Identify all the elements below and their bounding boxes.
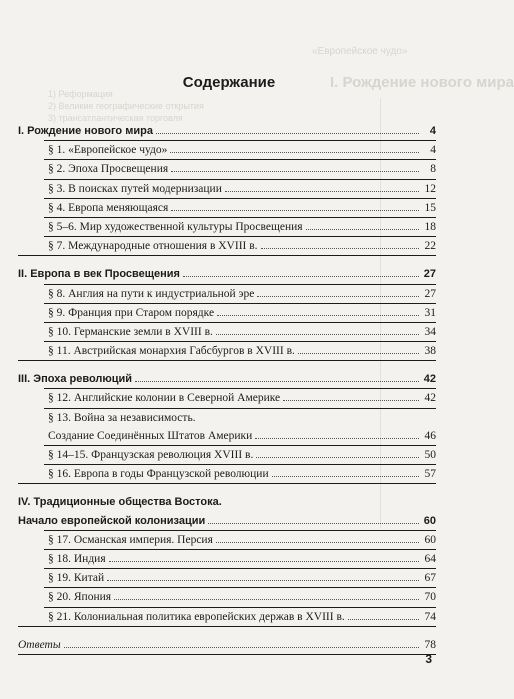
toc-entry-title: § 7. Международные отношения в XVIII в.: [48, 240, 258, 253]
toc-entry-title: § 9. Франция при Старом порядке: [48, 306, 215, 319]
toc-entry-page: 12: [424, 182, 436, 195]
toc-entry-page: 22: [424, 240, 436, 253]
toc-entry[interactable]: [44, 341, 436, 360]
toc-section-3: [18, 370, 436, 484]
toc-entry-title: § 20. Япония: [48, 591, 112, 604]
toc-entry[interactable]: [44, 408, 436, 427]
toc-entry[interactable]: [44, 549, 436, 568]
toc-entry[interactable]: [44, 445, 436, 464]
toc-section-4: [18, 493, 436, 626]
toc-entry-title: § 5–6. Мир художественной культуры Просвещения: [48, 220, 303, 233]
dot-leader: [109, 561, 419, 562]
toc-entry[interactable]: [44, 322, 436, 341]
page-title: Содержание: [182, 74, 276, 91]
toc-entry-page: 18: [424, 220, 436, 233]
dot-leader: [216, 334, 419, 335]
toc-heading-page: 27: [423, 268, 436, 281]
toc-section-answers: [18, 636, 436, 655]
show-through-line: 2) Великие географические открытия: [48, 101, 204, 111]
show-through-line: 1) Реформация: [48, 89, 113, 99]
toc-answers-title: Ответы: [18, 638, 61, 651]
dot-leader: [256, 457, 419, 458]
show-through-lines: [48, 88, 204, 124]
dot-leader: [64, 647, 419, 648]
toc-entry-page: 31: [424, 306, 436, 319]
show-through-header: «Европейское чудо»: [312, 46, 408, 57]
toc-heading-title: Начало европейской колонизации: [18, 514, 206, 527]
page-number: 3: [425, 652, 432, 666]
dot-leader: [217, 315, 419, 316]
toc-entry[interactable]: [44, 198, 436, 217]
toc-entry[interactable]: [44, 568, 436, 587]
toc-entry[interactable]: [44, 607, 436, 626]
toc-heading-page: 60: [423, 514, 436, 527]
toc-entry-page: 67: [424, 572, 436, 585]
toc-heading-page: 4: [429, 125, 436, 137]
toc-entry-title: § 4. Европа меняющаяся: [48, 201, 169, 214]
toc-entry[interactable]: [44, 284, 436, 303]
toc-entry-page: 70: [424, 591, 436, 604]
toc-entry-continuation[interactable]: [44, 427, 436, 445]
toc-entry-title: Создание Соединённых Штатов Америки: [48, 429, 253, 442]
toc-entry-page: 57: [424, 468, 436, 481]
toc-entry-page: 42: [424, 392, 436, 405]
toc-entry-page: 15: [424, 201, 436, 214]
toc-entry-page: 74: [424, 610, 436, 623]
toc-entry-title: § 18. Индия: [48, 552, 106, 565]
toc-entry[interactable]: [44, 217, 436, 236]
toc-section-heading[interactable]: [18, 265, 436, 283]
toc-entry-title: § 11. Австрийская монархия Габсбургов в XVIII в.: [48, 345, 295, 358]
toc-entry-page: 38: [424, 345, 436, 358]
toc-entry-title: § 21. Колониальная политика европейских держав в XVIII в.: [48, 610, 345, 623]
toc-heading-title: IV. Традиционные общества Востока.: [18, 496, 222, 509]
dot-leader: [348, 619, 419, 620]
dot-leader: [107, 580, 419, 581]
show-through-title: I. Рождение нового мира: [330, 74, 514, 91]
dot-leader: [171, 210, 419, 211]
toc-entry-title: § 17. Османская империя. Персия: [48, 533, 213, 546]
toc-entry-page: 8: [430, 163, 436, 176]
toc-answers-entry[interactable]: [18, 636, 436, 654]
show-through-line: 3) трансатлантическая торговля: [48, 113, 183, 123]
toc-section-heading[interactable]: [18, 493, 436, 511]
toc-heading-page: 42: [423, 373, 436, 386]
dot-leader: [306, 229, 419, 230]
toc-entry-page: 50: [424, 449, 436, 461]
toc-entry-title: § 16. Европа в годы Французской революции: [48, 468, 269, 481]
toc-entry-title: § 10. Германские земли в XVIII в.: [48, 325, 213, 338]
dot-leader: [135, 381, 419, 382]
dot-leader: [255, 438, 419, 439]
toc-entry-title: § 2. Эпоха Просвещения: [48, 163, 169, 176]
dot-leader: [261, 248, 419, 249]
toc-entry-title: § 8. Англия на пути к индустриальной эре: [48, 287, 255, 300]
toc-entry[interactable]: [44, 303, 436, 322]
toc-entry[interactable]: [44, 236, 436, 255]
dot-leader: [114, 599, 419, 600]
toc-entry-page: 34: [424, 325, 436, 338]
toc-entry-page: 64: [424, 552, 436, 565]
toc-heading-title: III. Эпоха революций: [18, 373, 133, 386]
dot-leader: [171, 171, 419, 172]
toc-entry[interactable]: [44, 464, 436, 483]
dot-leader: [216, 542, 419, 543]
dot-leader: [283, 400, 419, 401]
dot-leader: [225, 191, 419, 192]
dot-leader: [208, 523, 419, 524]
toc-heading-title: II. Европа в век Просвещения: [18, 268, 180, 281]
dot-leader: [183, 276, 419, 277]
dot-leader: [170, 152, 419, 153]
toc-entry-page: 60: [424, 533, 436, 546]
toc-entry-title: § 1. «Европейское чудо»: [48, 144, 168, 157]
toc-entry[interactable]: [44, 140, 436, 159]
toc-entry-title: § 19. Китай: [48, 572, 105, 585]
toc-entry[interactable]: [44, 179, 436, 198]
dot-leader: [272, 476, 419, 477]
toc-section-2: [18, 265, 436, 361]
toc-section-heading[interactable]: [18, 370, 436, 388]
toc-answers-page: 78: [424, 638, 436, 651]
toc-entry-title: § 13. Война за независимость.: [48, 411, 196, 424]
toc-entry-title: § 14–15. Французская революция XVIII в.: [48, 449, 254, 461]
toc-entry[interactable]: [44, 587, 436, 606]
toc-section-heading[interactable]: [18, 122, 436, 140]
toc-entry-title: § 3. В поисках путей модернизации: [48, 182, 222, 195]
table-of-contents: [18, 122, 436, 664]
dot-leader: [257, 296, 419, 297]
toc-entry[interactable]: [44, 530, 436, 549]
toc-section-1: [18, 122, 436, 256]
toc-entry-page: 27: [424, 287, 436, 300]
toc-entry-page: 46: [424, 429, 436, 442]
dot-leader: [156, 133, 419, 134]
toc-section-heading-continuation[interactable]: [18, 512, 436, 530]
dot-leader: [298, 353, 419, 354]
toc-entry[interactable]: [44, 388, 436, 407]
toc-entry[interactable]: [44, 159, 436, 178]
toc-entry-page: 4: [430, 144, 436, 157]
toc-entry-title: § 12. Английские колонии в Северной Америке: [48, 392, 281, 405]
toc-heading-title: I. Рождение нового мира: [18, 125, 153, 137]
